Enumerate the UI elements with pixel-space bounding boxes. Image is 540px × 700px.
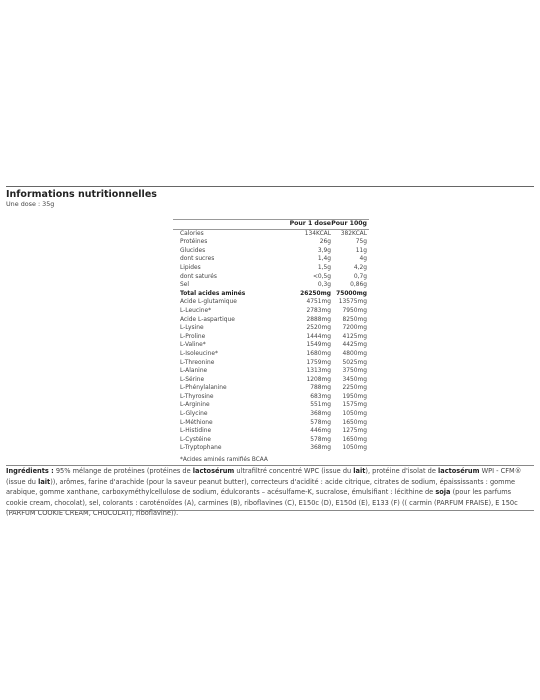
row-label: L-Sérine xyxy=(180,376,205,383)
row-per-100g: 4125mg xyxy=(342,333,367,340)
row-per-100g: 13575mg xyxy=(338,299,367,306)
serving-size: Une dose : 35g xyxy=(6,200,55,208)
table-row xyxy=(173,281,369,290)
table-row xyxy=(173,298,369,307)
row-per-dose: 26g xyxy=(319,239,331,246)
row-per-dose: 0,3g xyxy=(317,282,331,289)
ingredient-text: ), protéine d'isolat de xyxy=(365,467,438,475)
row-per-100g: 7950mg xyxy=(342,307,367,314)
table-row xyxy=(173,324,369,333)
row-label: L-Leucine* xyxy=(180,307,212,314)
table-row xyxy=(173,393,369,402)
row-per-dose: 2783mg xyxy=(306,307,331,314)
table-row xyxy=(173,359,369,368)
row-per-100g: 1575mg xyxy=(342,402,367,409)
header-per-dose: Pour 1 dose xyxy=(289,220,331,227)
row-label: L-Thyrosine xyxy=(180,393,214,400)
ingredient-emphasis: lactosérum xyxy=(192,467,235,475)
row-per-100g: 2250mg xyxy=(342,385,367,392)
row-per-100g: 0,7g xyxy=(353,273,367,280)
row-per-100g: 1050mg xyxy=(342,445,367,452)
row-label: Total acides aminés xyxy=(180,290,246,297)
row-per-100g: 4800mg xyxy=(342,350,367,357)
row-per-100g: 11g xyxy=(355,247,367,254)
row-per-100g: 1650mg xyxy=(342,436,367,443)
row-label: L-Phénylalanine xyxy=(180,385,227,392)
row-label: L-Glycine xyxy=(180,411,208,418)
row-per-dose: 446mg xyxy=(310,428,331,435)
table-header-row xyxy=(173,220,369,230)
row-label: L-Lysine xyxy=(180,325,204,332)
ingredient-emphasis: lactosérum xyxy=(437,467,480,475)
row-label: Protéines xyxy=(180,239,208,246)
table-row xyxy=(173,341,369,350)
row-label: L-Alanine xyxy=(180,368,208,375)
table-row xyxy=(173,419,369,428)
row-per-dose: 368mg xyxy=(310,411,331,418)
row-per-100g: 1275mg xyxy=(342,428,367,435)
panel-title: Informations nutritionnelles xyxy=(6,189,157,200)
row-per-dose: 1,4g xyxy=(317,256,331,263)
table-row xyxy=(173,316,369,325)
row-label: dont sucres xyxy=(180,256,215,263)
row-per-dose: <0,5g xyxy=(312,273,331,280)
bcaa-note: *Acides aminés ramifiés BCAA xyxy=(180,457,268,463)
row-label: Calories xyxy=(180,230,204,237)
ingredient-emphasis: Ingrédients : xyxy=(6,467,54,475)
row-per-100g: 8250mg xyxy=(342,316,367,323)
row-per-dose: 1759mg xyxy=(306,359,331,366)
table-row xyxy=(173,264,369,273)
ingredients-text xyxy=(6,466,534,519)
row-per-dose: 578mg xyxy=(310,419,331,426)
row-per-100g: 1050mg xyxy=(342,411,367,418)
table-row xyxy=(173,255,369,264)
table-row xyxy=(173,247,369,256)
header-label xyxy=(173,220,289,230)
ingredient-text: )), arômes, farine d'arachide (pour la saveur peanut butter), correcteurs d'acidité : acide citrique, citrates de sodium, épaississants : gomme arabique, gomme xanthane, carboxyméthylcellulose de sodium, édulcorants – acésulfame-K, sucralose, émulsifiant : lécithine de xyxy=(6,477,516,497)
row-per-dose: 2520mg xyxy=(306,325,331,332)
row-per-100g: 3450mg xyxy=(342,376,367,383)
row-per-dose: 134KCAL xyxy=(304,230,331,237)
row-per-dose: 1,5g xyxy=(317,264,331,271)
row-per-100g: 4,2g xyxy=(353,264,367,271)
row-per-100g: 0,86g xyxy=(350,282,367,289)
ingredient-text: WPI - CFM® (issue du xyxy=(6,467,522,486)
nutrition-panel xyxy=(6,186,534,208)
row-per-100g: 382KCAL xyxy=(340,230,367,237)
row-per-100g: 5025mg xyxy=(342,359,367,366)
row-per-100g: 4425mg xyxy=(342,342,367,349)
row-label: Acide L-aspartique xyxy=(180,316,235,323)
row-per-dose: 1549mg xyxy=(306,342,331,349)
row-label: L-Tryptophane xyxy=(180,445,222,452)
nutrition-table xyxy=(173,219,369,453)
row-per-dose: 2888mg xyxy=(306,316,331,323)
ingredient-text: (pour les parfums cookie cream, chocolat), sel, colorants : caroténoïdes (A), carmines (B), riboflavines (C), E150c (D), E150d (E), E133 (F) (( carmin (PARFUM FRAISE), E 150c (PARFUM COOKIE CREAM, CHOCOLAT), riboflavine)). xyxy=(6,488,518,518)
table-row xyxy=(173,229,369,238)
table-row xyxy=(173,427,369,436)
row-label: Lipides xyxy=(180,264,201,271)
row-per-dose: 578mg xyxy=(310,436,331,443)
row-per-dose: 788mg xyxy=(310,385,331,392)
ingredient-emphasis: lait xyxy=(38,477,51,486)
row-label: L-Isoleucine* xyxy=(180,350,218,357)
table-row xyxy=(173,436,369,445)
row-per-dose: 551mg xyxy=(310,402,331,409)
table-row xyxy=(173,238,369,247)
table-row xyxy=(173,410,369,419)
row-label: L-Arginine xyxy=(180,402,210,409)
table-row xyxy=(173,367,369,376)
row-label: Glucides xyxy=(180,247,206,254)
row-label: L-Threonine xyxy=(180,359,215,366)
row-per-dose: 683mg xyxy=(310,393,331,400)
table-row xyxy=(173,307,369,316)
row-label: Sel xyxy=(180,282,189,289)
bottom-divider xyxy=(6,510,534,511)
row-label: L-Valine* xyxy=(180,342,206,349)
row-per-100g: 4g xyxy=(359,256,367,263)
row-per-dose: 368mg xyxy=(310,445,331,452)
table-row xyxy=(173,444,369,453)
table-row xyxy=(173,350,369,359)
table-row xyxy=(173,333,369,342)
row-per-dose: 1680mg xyxy=(306,350,331,357)
row-label: L-Cystéine xyxy=(180,436,211,443)
ingredient-text: ultrafiltré concentré WPC (issue du xyxy=(234,467,354,475)
table-row xyxy=(173,384,369,393)
ingredient-text: 95% mélange de protéines (protéines de xyxy=(53,467,193,475)
row-per-100g: 75g xyxy=(355,239,367,246)
row-per-dose: 26250mg xyxy=(300,290,331,297)
row-per-dose: 3,9g xyxy=(317,247,331,254)
row-per-dose: 1208mg xyxy=(306,376,331,383)
row-per-100g: 1650mg xyxy=(342,419,367,426)
row-label: dont saturés xyxy=(180,273,217,280)
table-row xyxy=(173,290,369,299)
table-row xyxy=(173,273,369,282)
table-row xyxy=(173,401,369,410)
ingredient-emphasis: lait xyxy=(353,467,366,475)
row-label: Acide L-glutamique xyxy=(180,299,237,306)
row-per-100g: 75000mg xyxy=(336,290,367,297)
table-row xyxy=(173,376,369,385)
row-per-dose: 4751mg xyxy=(306,299,331,306)
ingredient-emphasis: soja xyxy=(435,488,451,497)
row-label: L-Histidine xyxy=(180,428,212,435)
row-per-100g: 3750mg xyxy=(342,368,367,375)
row-label: L-Proline xyxy=(180,333,206,340)
row-per-100g: 1950mg xyxy=(342,393,367,400)
row-per-dose: 1444mg xyxy=(306,333,331,340)
header-per-100g: Pour 100g xyxy=(331,220,367,227)
row-label: L-Méthione xyxy=(180,419,213,426)
row-per-100g: 7200mg xyxy=(342,325,367,332)
row-per-dose: 1313mg xyxy=(306,368,331,375)
